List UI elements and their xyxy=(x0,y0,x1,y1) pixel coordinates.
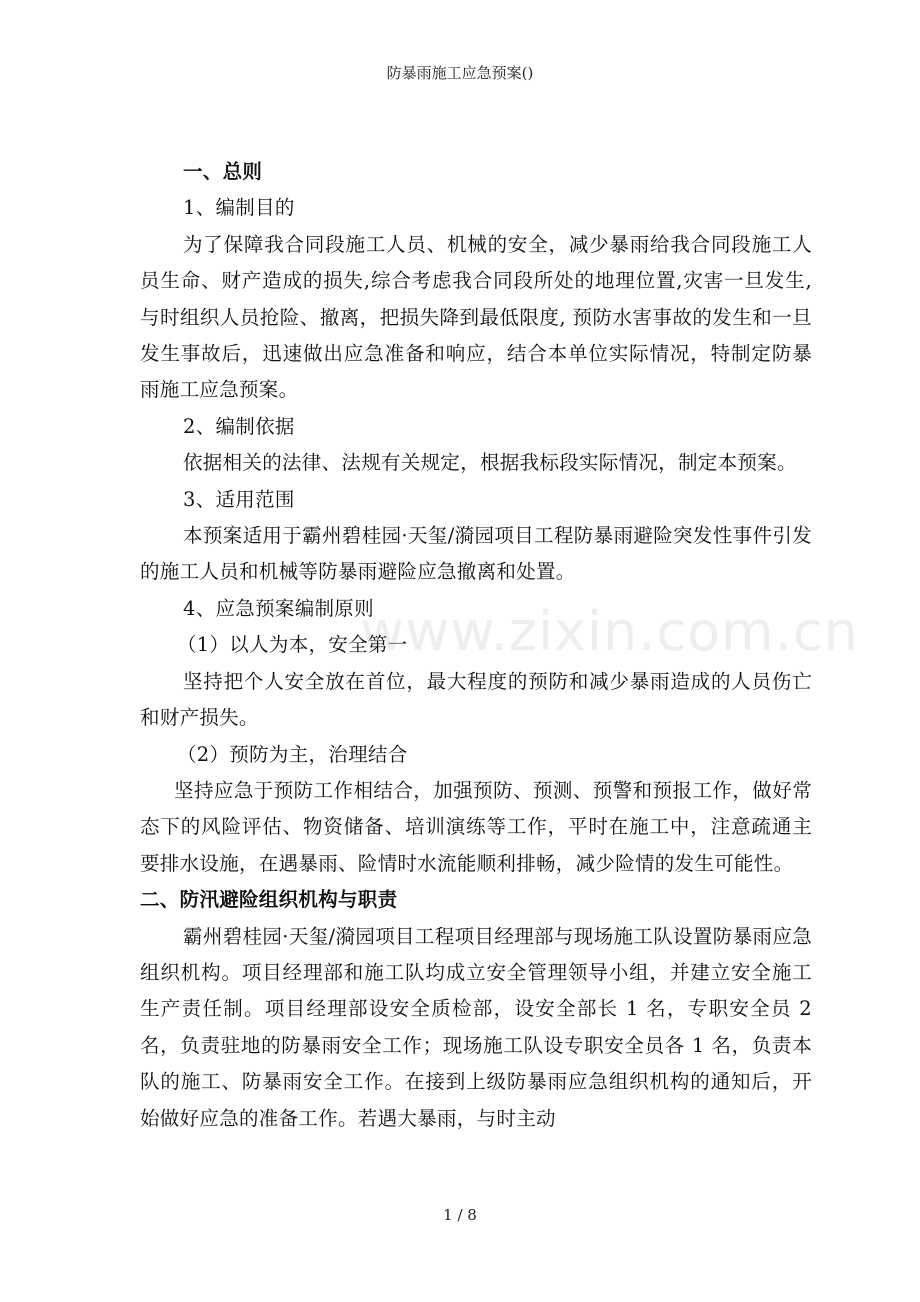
principle-1-text: 坚持把个人安全放在首位，最大程度的预防和减少暴雨造成的人员伤亡和财产损失。 xyxy=(140,669,812,730)
subheading-purpose: 1、编制目的 xyxy=(183,196,295,220)
page-number: 1 / 8 xyxy=(443,1206,477,1224)
subheading-basis: 2、编制依据 xyxy=(183,414,295,438)
paragraph-purpose: 为了保障我合同段施工人员、机械的安全，减少暴雨给我合同段施工人员生命、财产造成的损失,综合考虑我合同段所处的地理位置,灾害一旦发生,与时组织人员抢险、撤离，把损失降到最低限度, 预防水害事故的发生和一旦发生事故后，迅速做出应急准备和响应，结合本单位实际情况，特制定防暴雨施工应急预案。 xyxy=(140,232,812,402)
principle-1-heading: （1）以人为本，安全第一 xyxy=(177,633,408,657)
subheading-scope: 3、适用范围 xyxy=(183,487,295,511)
subheading-principles: 4、应急预案编制原则 xyxy=(183,596,374,620)
section-heading-general: 一、总则 xyxy=(183,160,263,183)
principle-2-heading: （2）预防为主，治理结合 xyxy=(177,742,408,766)
section-heading-organization: 二、防汛避险组织机构与职责 xyxy=(140,888,398,912)
paragraph-scope: 本预案适用于霸州碧桂园·天玺/漪园项目工程防暴雨避险突发性事件引发的施工人员和机械等防暴雨避险应急撤离和处置。 xyxy=(140,524,812,584)
paragraph-organization: 霸州碧桂园·天玺/漪园项目工程项目经理部与现场施工队设置防暴雨应急组织机构。项目经理部和施工队均成立安全管理领导小组，并建立安全施工生产责任制。项目经理部设安全质检部，设安全部长 1 名，专职安全员 2 名，负责驻地的防暴雨安全工作；现场施工队设专职安全员各 1 名，负责本队的施工、防暴雨安全工作。在接到上级防暴雨应急组织机构的通知后，开始做好应急的准备工作。若遇大暴雨，与时主动 xyxy=(140,924,812,1130)
page-header: 防暴雨施工应急预案() xyxy=(386,64,534,82)
watermark: www.zixin.com.cn xyxy=(360,600,859,663)
paragraph-basis: 依据相关的法律、法规有关规定，根据我标段实际情况，制定本预案。 xyxy=(183,451,797,475)
document-body xyxy=(140,154,812,1137)
principle-2-text: 坚持应急于预防工作相结合，加强预防、预测、预警和预报工作，做好常态下的风险评估、物资储备、培训演练等工作，平时在施工中，注意疏通主要排水设施，在遇暴雨、险情时水流能顺利排畅，减少险情的发生可能性。 xyxy=(140,778,812,875)
